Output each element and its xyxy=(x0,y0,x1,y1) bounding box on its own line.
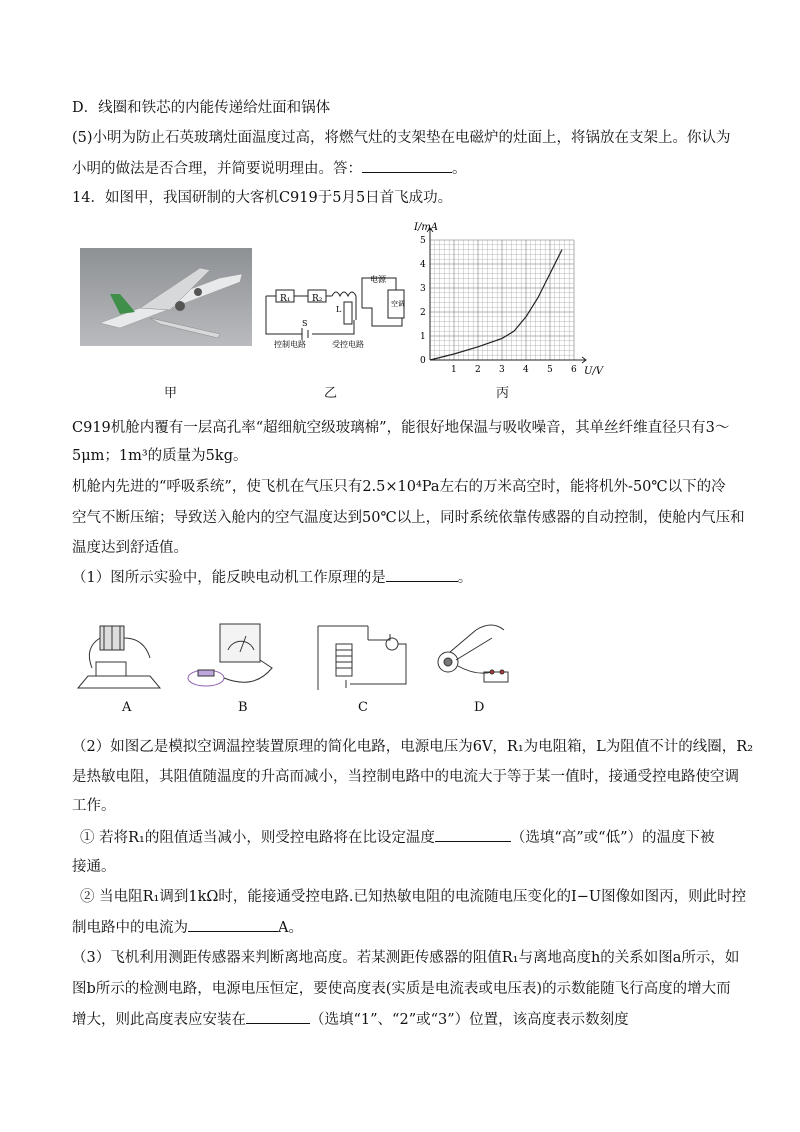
x-tick-label: 6 xyxy=(571,365,577,375)
experiment-a xyxy=(74,618,164,696)
y-tick-label: 3 xyxy=(420,284,426,294)
x-tick-label: 4 xyxy=(523,365,529,375)
controlled-circuit-label: 受控电路 xyxy=(332,340,364,349)
iu-curve xyxy=(430,250,562,360)
sub2-text: 制电路中的电流为 xyxy=(72,920,188,936)
question-2-line1: （2）如图乙是模拟空调温控装置原理的简化电路，电源电压为6V，R₁为电阻箱，L为阻值不计的线圈，R₂ xyxy=(72,739,754,755)
x-tick-label: 3 xyxy=(499,365,505,375)
caption-d: D xyxy=(474,700,485,715)
chart-grid xyxy=(430,240,574,360)
question-3-line1: （3）飞机利用测距传感器来判断离地高度。若某测距传感器的阻值R₁与离地高度h的关系如图a所示，如 xyxy=(72,950,740,966)
period: 。 xyxy=(457,570,473,586)
circuit-diagram xyxy=(262,268,410,350)
answer-blank-2-1[interactable] xyxy=(435,827,511,842)
iu-chart xyxy=(414,218,614,380)
x-tick-label: 2 xyxy=(475,365,481,375)
question-3-line3 xyxy=(72,1009,629,1030)
x-tick-label: 5 xyxy=(547,365,553,375)
caption-c: C xyxy=(358,700,368,715)
caption-jia: 甲 xyxy=(164,386,178,401)
question-2-line2: 是热敏电阻，其阻值随温度的升高而减小，当控制电路中的电流大于等于某一值时，接通受控电路使空调 xyxy=(72,769,739,785)
experiment-b xyxy=(184,620,280,696)
answer-blank-1[interactable] xyxy=(386,567,458,582)
period: 。 xyxy=(452,161,467,177)
answer-blank-2-2[interactable] xyxy=(188,917,278,932)
y-tick-label: 0 xyxy=(420,356,426,366)
question-2-line3: 工作。 xyxy=(72,798,116,814)
caption-yi: 乙 xyxy=(324,386,338,401)
question-2-sub1 xyxy=(80,827,715,848)
x-tick-label: 1 xyxy=(451,365,457,375)
x-axis xyxy=(430,357,586,363)
ac-label: 空调 xyxy=(391,300,405,308)
question-1 xyxy=(72,567,472,588)
option-d: D．线圈和铁芯的内能传递给灶面和锅体 xyxy=(72,100,331,116)
power-label: 电源 xyxy=(370,275,386,284)
y-axis-label: I/mA xyxy=(414,222,439,233)
question-2-sub2: ② 当电阻R₁调到1kΩ时，能接通受控电路.已知热敏电阻的电流随电压变化的I−U图像如图丙，则此时控 xyxy=(80,889,747,905)
x-axis-label: U/V xyxy=(584,366,604,377)
question-5-line2 xyxy=(72,158,467,179)
experiment-d xyxy=(432,620,524,696)
y-tick-label: 1 xyxy=(420,332,426,342)
unit-a: A。 xyxy=(278,920,303,936)
question-14-title: 14．如图甲，我国研制的大客机C919于5月5日首飞成功。 xyxy=(72,190,453,206)
paragraph-2-line1: 机舱内先进的“呼吸系统”，使飞机在气压只有2.5×10⁴Pa左右的万米高空时，能将机外-50℃以下的冷 xyxy=(72,479,726,495)
question-1-text: （1）图所示实验中，能反映电动机工作原理的是 xyxy=(72,570,386,586)
chart-axes xyxy=(427,228,586,363)
y-tick-label: 2 xyxy=(420,308,426,318)
answer-blank-3[interactable] xyxy=(246,1009,310,1024)
coil-label: L xyxy=(336,305,342,314)
paragraph-1-line1: C919机舱内覆有一层高孔率“超细航空级玻璃棉”，能很好地保温与吸收噪音，其单丝纤维直径只有3～ xyxy=(72,420,730,436)
caption-b: B xyxy=(238,700,248,715)
c919-photo xyxy=(80,248,252,346)
question-5-line1: (5)小明为防止石英玻璃灶面温度过高，将燃气灶的支架垫在电磁炉的灶面上，将锅放在支架上。你认为 xyxy=(72,130,731,146)
sub1-text: ① 若将R₁的阻值适当减小，则受控电路将在比设定温度 xyxy=(80,830,435,846)
paragraph-2-line3: 温度达到舒适值。 xyxy=(72,540,188,556)
question-2-sub2-cont xyxy=(72,917,303,938)
caption-a: A xyxy=(122,700,132,715)
control-circuit-label: 控制电路 xyxy=(274,340,306,349)
question-3-line2: 图b所示的检测电路，电源电压恒定，要使高度表(实质是电流表或电压表)的示数能随飞行高度的增大而 xyxy=(72,981,731,997)
caption-bing: 丙 xyxy=(496,386,510,401)
question-3-tail: （选填“1”、“2”或“3”）位置，该高度表示数刻度 xyxy=(310,1012,629,1028)
paragraph-1-line2: 5μm；1m³的质量为5kg。 xyxy=(72,448,248,464)
chart-ticks xyxy=(420,236,577,375)
sub1-tail: （选填“高”或“低”）的温度下被 xyxy=(510,830,715,846)
r2-label: R₂ xyxy=(312,294,323,304)
r1-label: R₁ xyxy=(280,294,291,304)
question-2-sub1-cont: 接通。 xyxy=(72,859,116,875)
y-tick-label: 5 xyxy=(420,236,426,246)
y-tick-label: 4 xyxy=(420,260,426,270)
experiment-c xyxy=(310,620,410,694)
paragraph-2-line2: 空气不断压缩；导致送入舱内的空气温度达到50℃以上，同时系统依靠传感器的自动控制，使舱内气压和 xyxy=(72,510,745,526)
answer-blank-5[interactable] xyxy=(362,158,452,173)
question-5-text: 小明的做法是否合理，并简要说明理由。答： xyxy=(72,161,362,177)
y-axis xyxy=(427,228,433,360)
switch-label: S xyxy=(302,319,308,328)
question-3-text: 增大，则此高度表应安装在 xyxy=(72,1012,246,1028)
